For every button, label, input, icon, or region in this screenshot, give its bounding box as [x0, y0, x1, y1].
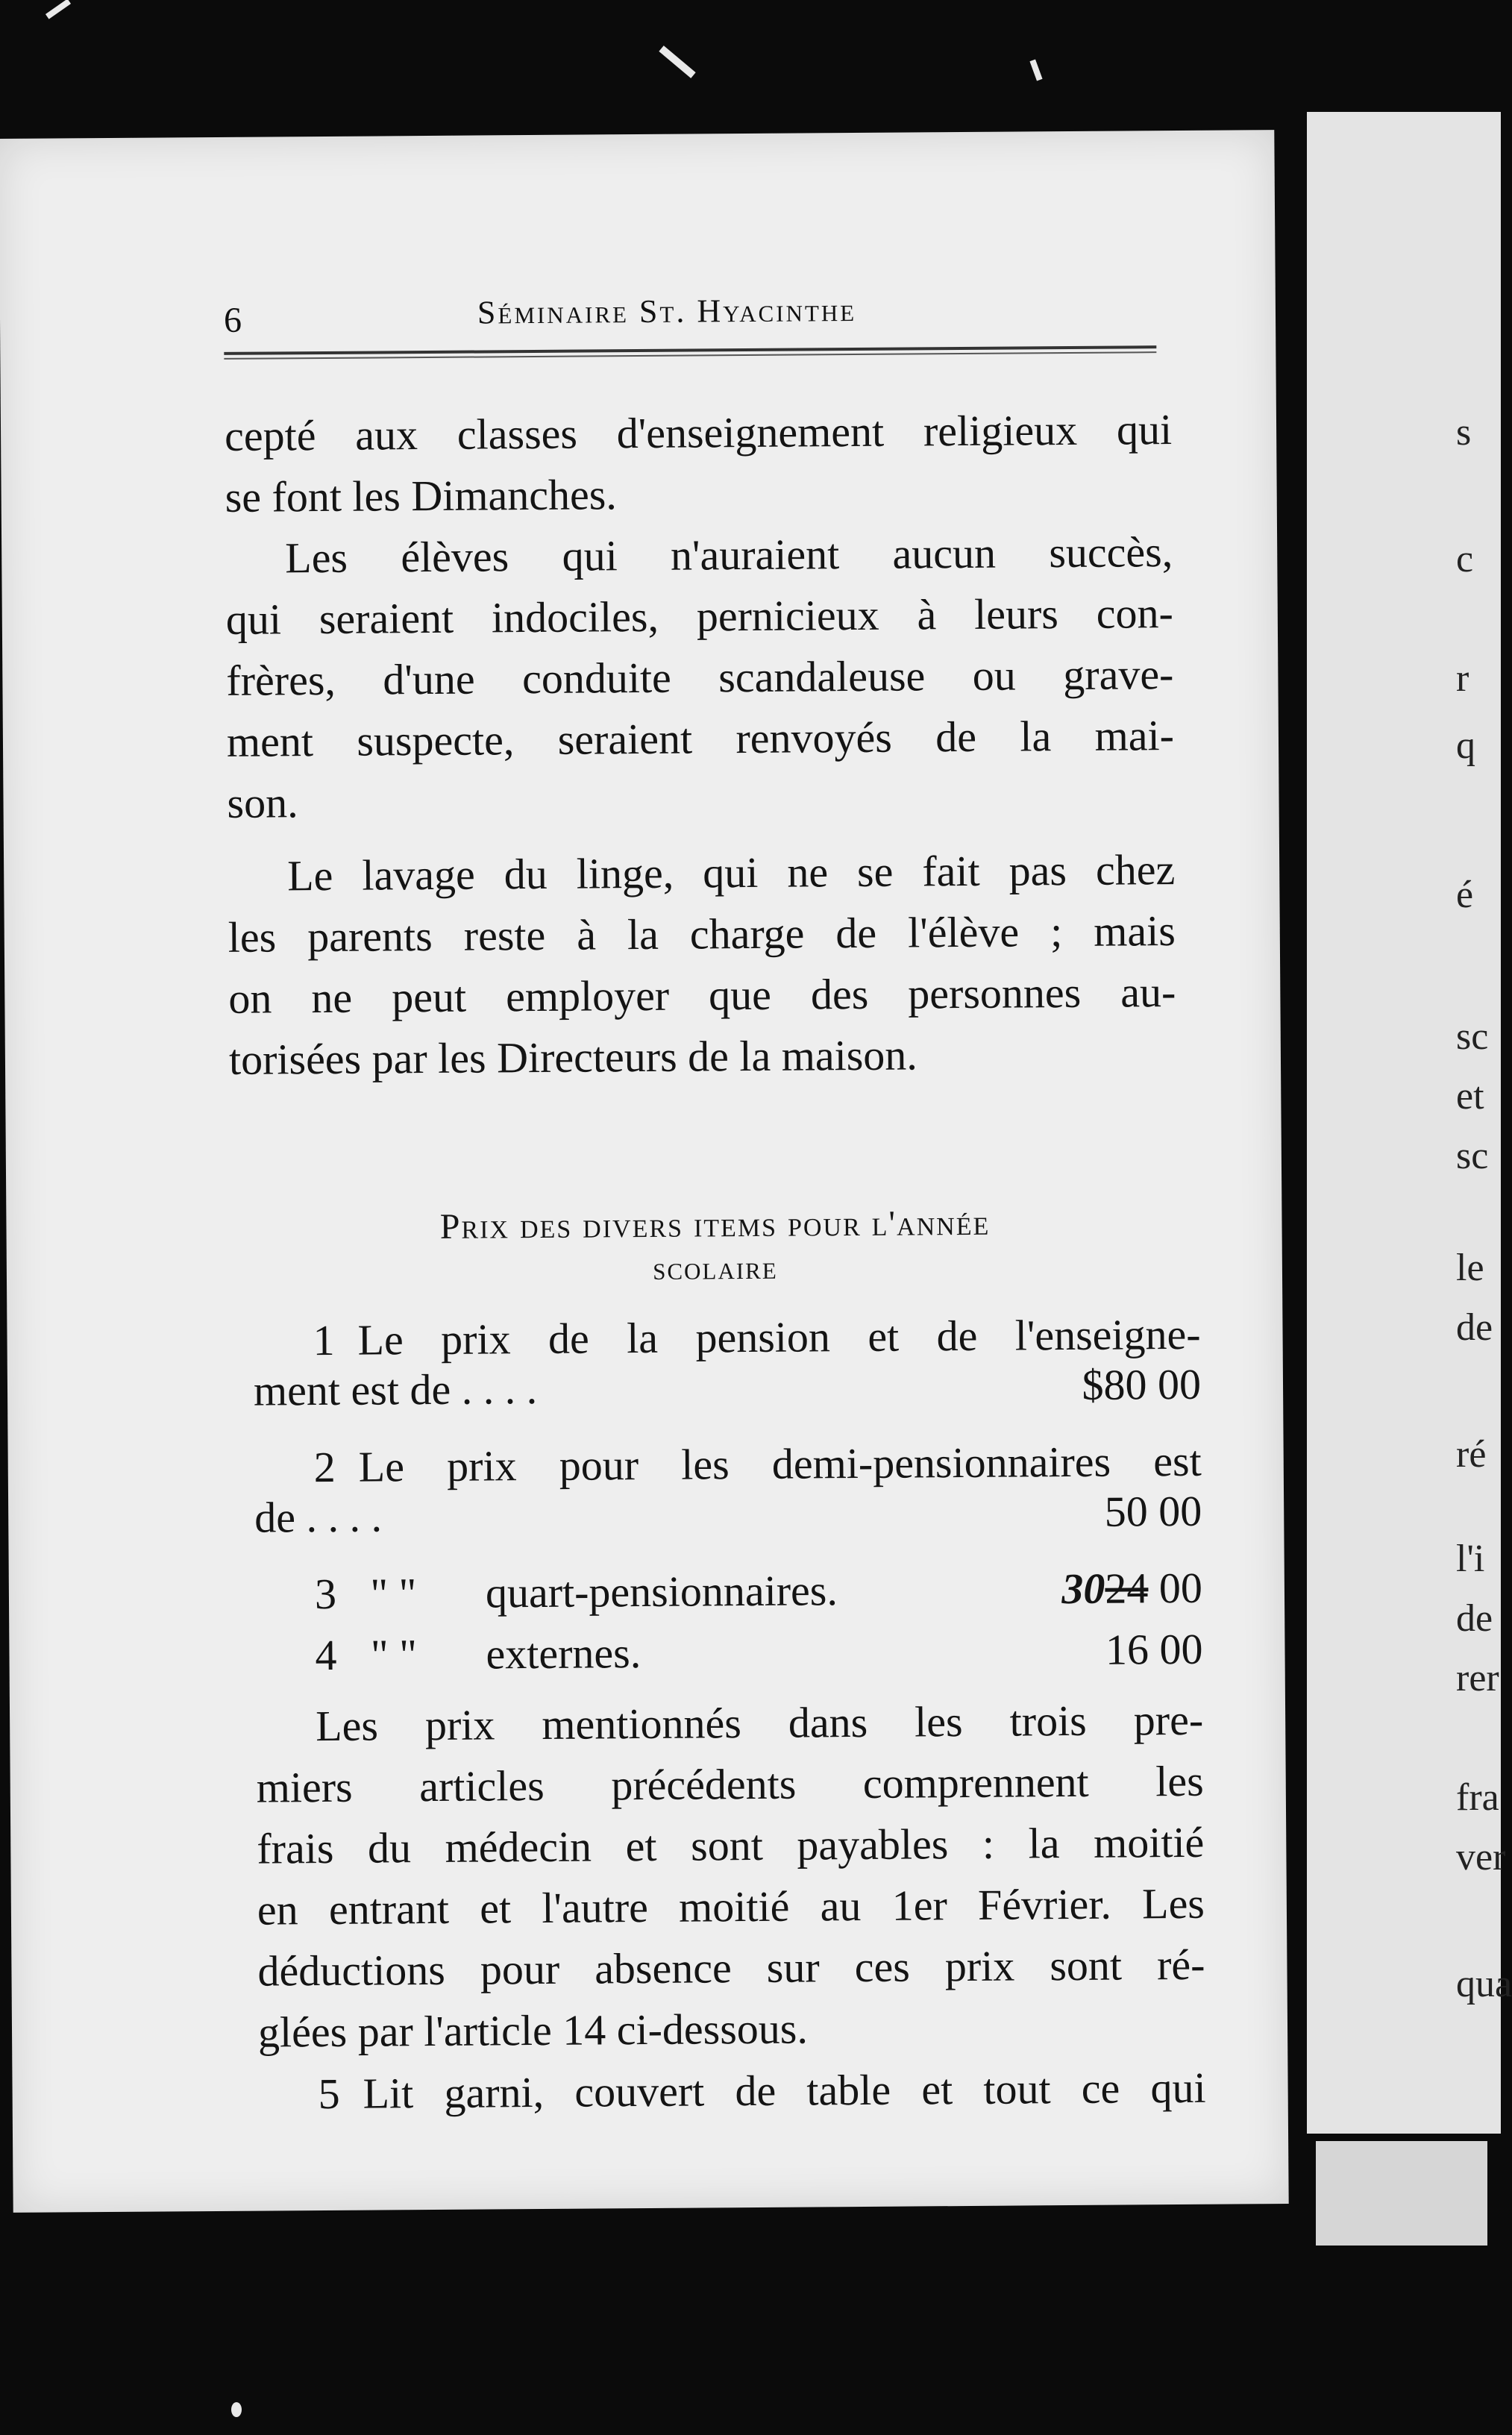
price-item-1 [253, 1309, 1201, 1416]
adjacent-page-fragment: l'i [1456, 1538, 1485, 1580]
text-line: se font les Dimanches. [225, 470, 617, 521]
adjacent-page-fragment: c [1456, 538, 1474, 580]
item-text: de . . . . [254, 1492, 383, 1542]
item-number: 2 [313, 1442, 336, 1492]
item-text: externes. [486, 1629, 641, 1679]
running-head: Séminaire St. Hyacinthe [477, 291, 857, 331]
handwritten-correction: 30 [1061, 1564, 1105, 1614]
text-line: en entrant et l'autre moitié au 1er Février. Les [257, 1878, 1205, 1934]
item-text: quart-pensionnaires. [485, 1566, 838, 1617]
text-line: frais du médecin et sont payables : la moitié [257, 1817, 1205, 1873]
item-number: 1 [313, 1315, 335, 1365]
adjacent-page-edge [1307, 112, 1512, 2134]
item-text: Lit garni, couvert de table et tout ce qui [363, 2063, 1206, 2118]
price-item-3 [255, 1563, 1202, 1620]
paragraph [225, 521, 1175, 834]
ditto-marks: " " [370, 1630, 418, 1679]
scan-mark [231, 2402, 242, 2417]
text-line: frères, d'une conduite scandaleuse ou grave- [226, 650, 1174, 705]
adjacent-page-bottom [1316, 2141, 1487, 2246]
price-item-2 [254, 1436, 1202, 1543]
item-amount: $80 00 [1082, 1359, 1202, 1409]
ditto-marks: " " [370, 1569, 417, 1618]
price-item-4 [255, 1624, 1202, 1681]
text-line: on ne peut employer que des personnes au- [228, 968, 1176, 1023]
text-line: son. [227, 778, 298, 827]
text-line: torisées par les Directeurs de la maison. [228, 1030, 918, 1084]
text-line: ment suspecte, seraient renvoyés de la mai- [226, 711, 1175, 766]
item-text: ment est de . . . . [253, 1364, 538, 1415]
adjacent-page-fragment: qua [1456, 1963, 1512, 2005]
paragraph [228, 839, 1176, 1091]
item-text: Le prix pour les demi-pensionnaires est [358, 1436, 1202, 1491]
adjacent-page-fragment: de [1456, 1597, 1493, 1640]
section-subheading: scolaire [652, 1249, 778, 1287]
adjacent-page-fragment: q [1456, 724, 1475, 767]
section-heading: Prix des divers items pour l'année [439, 1203, 991, 1247]
text-line: Les prix mentionnés dans les trois pre- [315, 1695, 1204, 1751]
text-line: Le lavage du linge, qui ne se fait pas chez [286, 845, 1176, 900]
adjacent-page-fragment: r [1456, 657, 1469, 700]
item-number: 4 [315, 1630, 337, 1680]
adjacent-page-fragment: ver [1456, 1836, 1506, 1878]
text-line: glées par l'article 14 ci-dessous. [257, 2004, 809, 2057]
paragraph [256, 1690, 1205, 2063]
adjacent-page-fragment: de [1456, 1306, 1493, 1349]
scan-mark [1029, 59, 1042, 81]
adjacent-page-fragment: fra [1456, 1776, 1499, 1819]
item-amount: 50 00 [1104, 1486, 1202, 1536]
item-number: 5 [318, 2069, 340, 2119]
adjacent-page-fragment: et [1456, 1075, 1484, 1118]
book-page [0, 130, 1289, 2213]
item-text: Le prix de la pension et de l'enseigne- [357, 1309, 1201, 1364]
item-amount [1061, 1563, 1202, 1614]
text-line: cepté aux classes d'enseignement religieux qui [224, 405, 1173, 460]
amount-cents: 00 [1158, 1563, 1203, 1613]
adjacent-page-fragment: sc [1456, 1135, 1489, 1177]
text-line: miers articles précédents comprennent les [256, 1756, 1204, 1812]
adjacent-page-fragment: rer [1456, 1657, 1499, 1699]
text-line: qui seraient indociles, pernicieux à leurs con- [225, 589, 1174, 644]
text-line: Les élèves qui n'auraient aucun succès, [285, 527, 1173, 583]
text-line: les parents reste à la charge de l'élève ; mais [228, 906, 1176, 962]
price-item-5 [258, 2063, 1205, 2119]
struck-amount: 24 [1105, 1564, 1149, 1613]
adjacent-page-fragment: s [1456, 411, 1472, 454]
item-number: 3 [314, 1569, 337, 1619]
adjacent-page-fragment: sc [1456, 1015, 1489, 1058]
adjacent-page-fragment: é [1456, 874, 1474, 916]
scan-mark [659, 46, 695, 78]
page-number: 6 [223, 300, 242, 340]
scan-mark [46, 0, 71, 19]
text-line: déductions pour absence sur ces prix sont ré- [257, 1940, 1205, 1996]
adjacent-page-fragment: ré [1456, 1433, 1487, 1476]
paragraph [225, 399, 1173, 528]
adjacent-page-fragment: le [1456, 1247, 1484, 1289]
item-amount: 16 00 [1105, 1624, 1203, 1674]
